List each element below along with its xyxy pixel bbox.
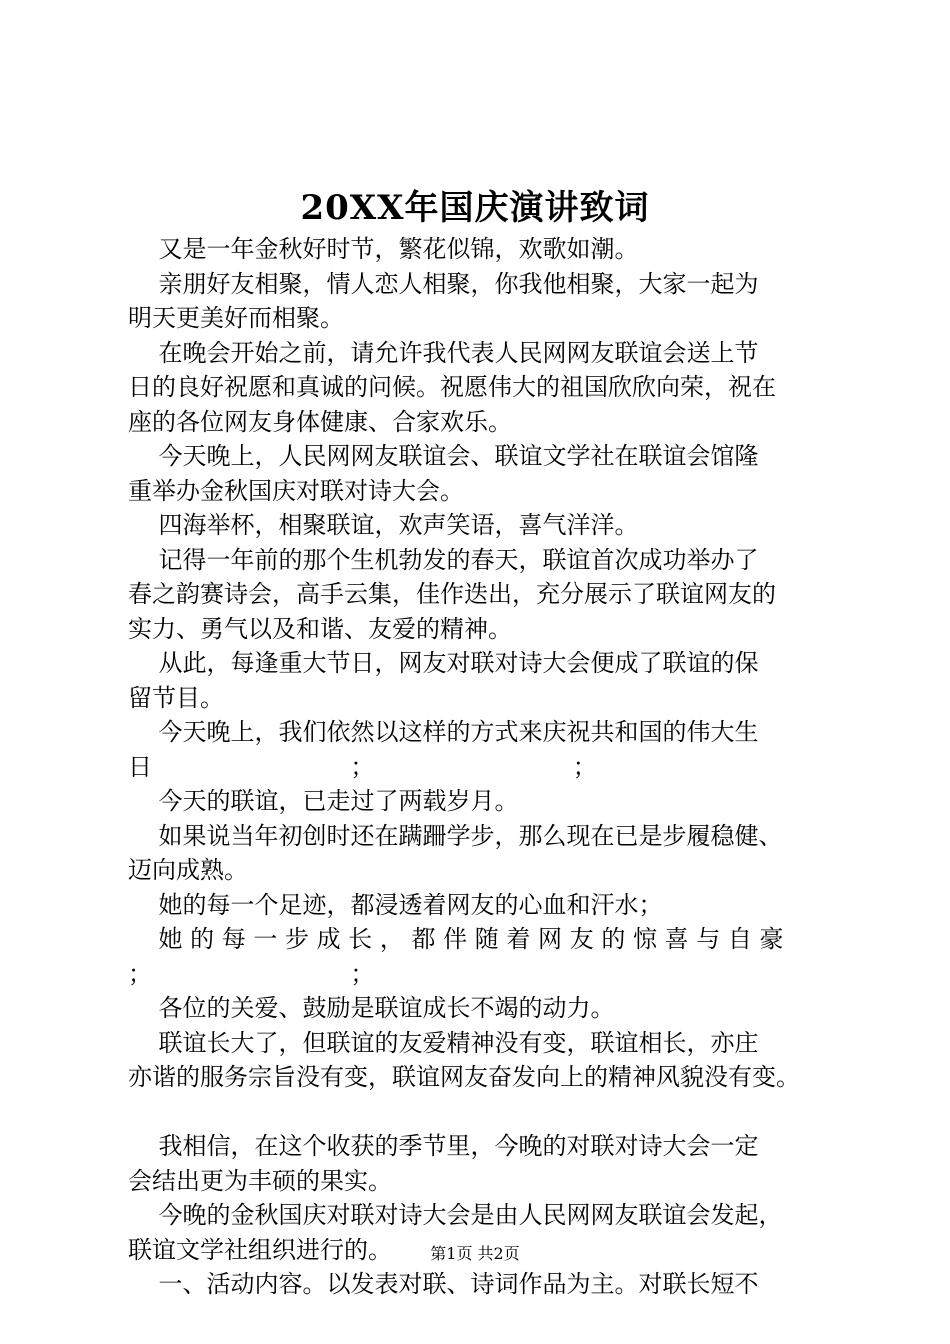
body-line: 日 ； ； xyxy=(128,752,597,781)
document-body xyxy=(128,232,834,1302)
body-line: 记得一年前的那个生机勃发的春天，联谊首次成功举办了 xyxy=(128,545,759,574)
page-footer: 第1页 共2页 xyxy=(430,1244,520,1263)
body-line: 留节目。 xyxy=(128,683,224,712)
body-line: 今晚的金秋国庆对联对诗大会是由人民网网友联谊会发起， xyxy=(128,1201,783,1229)
body-line: 迈向成熟。 xyxy=(128,856,248,884)
body-line: 从此，每逢重大节日，网友对联对诗大会便成了联谊的保 xyxy=(128,649,759,677)
body-line: 今天晚上，我们依然以这样的方式来庆祝共和国的伟大生 xyxy=(128,718,759,746)
body-line: 座的各位网友身体健康、合家欢乐。 xyxy=(128,407,512,436)
document-title: 20XX年国庆演讲致词 xyxy=(300,188,650,228)
body-line: 实力、勇气以及和谐、友爱的精神。 xyxy=(128,614,512,643)
body-line: 今天晚上，人民网网友联谊会、联谊文学社在联谊会馆隆 xyxy=(128,442,759,470)
body-line: 四海举杯，相聚联谊，欢声笑语，喜气洋洋。 xyxy=(128,511,639,539)
body-line: 在晚会开始之前，请允许我代表人民网网友联谊会送上节 xyxy=(128,338,759,367)
body-line: 会结出更为丰硕的果实。 xyxy=(128,1166,392,1195)
body-line: 她 的 每 一 步 成 长 ， 都 伴 随 着 网 友 的 惊 喜 与 自 豪 xyxy=(128,925,784,953)
body-line: 日的良好祝愿和真诚的问候。祝愿伟大的祖国欣欣向荣，祝在 xyxy=(128,373,776,401)
body-line: 春之韵赛诗会，高手云集，佳作迭出，充分展示了联谊网友的 xyxy=(128,580,776,608)
body-line: 重举办金秋国庆对联对诗大会。 xyxy=(128,476,464,505)
body-line: 今天的联谊，已走过了两载岁月。 xyxy=(128,787,519,815)
body-line: 亦谐的服务宗旨没有变，联谊网友奋发向上的精神风貌没有变。 xyxy=(128,1063,800,1091)
body-line: 如果说当年初创时还在蹒跚学步，那么现在已是步履稳健、 xyxy=(128,821,783,850)
body-line: 联谊长大了，但联谊的友爱精神没有变，联谊相长，亦庄 xyxy=(128,1028,759,1057)
body-line: 一、活动内容。以发表对联、诗词作品为主。对联长短不 xyxy=(128,1270,759,1298)
body-line: 又是一年金秋好时节，繁花似锦，欢歌如潮。 xyxy=(128,235,639,263)
body-line: ； ； xyxy=(128,959,375,988)
blank-line xyxy=(128,1095,834,1130)
body-line: 明天更美好而相聚。 xyxy=(128,304,344,332)
body-line: 亲朋好友相聚，情人恋人相聚，你我他相聚，大家一起为 xyxy=(128,269,759,298)
body-line: 她的每一个足迹，都浸透着网友的心血和汗水； xyxy=(128,890,663,919)
body-line: 联谊文学社组织进行的。 xyxy=(128,1235,392,1264)
body-line: 我相信，在这个收获的季节里，今晚的对联对诗大会一定 xyxy=(128,1132,759,1160)
body-line: 各位的关爱、鼓励是联谊成长不竭的动力。 xyxy=(128,994,615,1022)
